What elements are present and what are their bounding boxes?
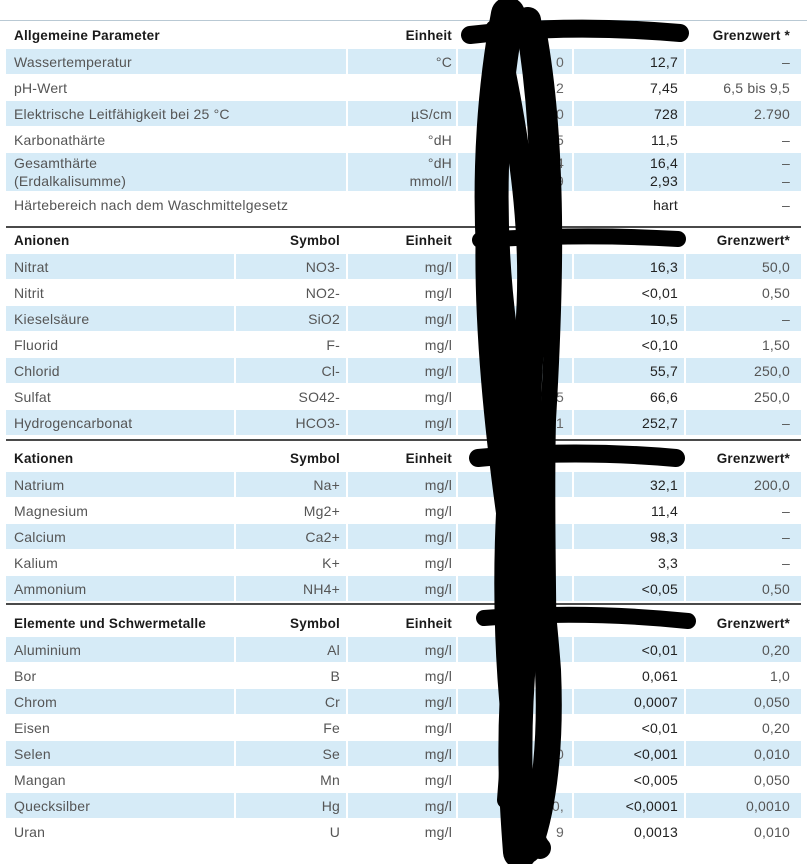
param-unit: mg/l [424,693,452,710]
param-value-line2: 2,93 [649,173,678,189]
header-symbol: Symbol [290,233,340,248]
param-symbol: Cl- [321,362,340,379]
param-unit: µS/cm [411,105,452,122]
param-name: Nitrit [14,284,44,301]
obscured-value [482,715,564,740]
param-value: 98,3 [649,528,678,545]
param-limit: 250,0 [753,388,790,405]
param-name: Nitrat [14,258,49,275]
table-row [6,689,801,714]
table-row [6,498,801,523]
param-unit: °dH [427,131,452,148]
section-header [6,22,801,48]
obscured-value [482,576,564,601]
param-value: 3,3 [657,554,678,571]
param-value: 0,0013 [633,823,678,840]
param-name: Natrium [14,476,65,493]
obscured-value [482,153,564,191]
param-limit: 250,0 [753,362,790,379]
param-limit: 1,0 [769,667,790,684]
obscured-value: 5 [556,388,564,405]
header-name: Elemente und Schwermetalle [14,616,207,631]
param-value: <0,0001 [625,797,678,814]
table-row [6,75,801,100]
table-row [6,793,801,818]
param-value: <0,001 [633,745,678,762]
param-name-line1: Gesamthärte [14,155,98,171]
param-value-line1: 16,4 [649,155,678,171]
table-row [6,663,801,688]
param-limit: – [782,502,790,519]
param-unit: mg/l [424,310,452,327]
obscured-value: 9 [556,823,564,840]
header-limit: Grenzwert* [716,451,790,466]
param-unit: mg/l [424,362,452,379]
obscured-value [482,767,564,792]
param-value: 10,5 [649,310,678,327]
param-unit-line1: °dH [427,155,452,171]
param-limit: 0,50 [761,284,790,301]
param-value: 728 [654,105,678,122]
obscured-value-line1: 1 4 [543,155,564,171]
obscured-value [482,689,564,714]
obscured-value [482,550,564,575]
param-limit: 1,50 [761,336,790,353]
param-unit: mg/l [424,284,452,301]
obscured-value: 1 [556,414,564,431]
param-value: 11,5 [650,131,678,148]
param-limit: 0,20 [761,719,790,736]
table-row [6,715,801,740]
obscured-value [482,498,564,523]
param-name [14,153,314,191]
obscured-value [482,663,564,688]
param-value: <0,05 [641,580,678,597]
obscured-value: 0 [556,53,564,70]
param-unit: mg/l [424,797,452,814]
header-unit: Einheit [405,616,452,631]
obscured-value [482,254,564,279]
param-value: 252,7 [641,414,678,431]
param-name: Kieselsäure [14,310,90,327]
param-value: <0,10 [641,336,678,353]
param-limit: – [782,528,790,545]
param-unit [348,75,452,100]
obscured-value: 0 [556,745,564,762]
obscured-value: 1 5 [543,131,564,148]
header-limit: Grenzwert* [716,233,790,248]
param-name: Eisen [14,719,51,736]
header-symbol: Symbol [290,451,340,466]
param-value: hart [653,196,678,213]
param-symbol: B [330,667,340,684]
param-value: 55,7 [649,362,678,379]
param-value [586,153,678,191]
param-unit: mg/l [424,719,452,736]
param-symbol: Se [322,745,340,762]
param-limit: 0,0010 [745,797,790,814]
param-symbol: Fe [323,719,340,736]
param-unit: mg/l [424,667,452,684]
param-symbol: NO3- [305,258,340,275]
param-name: Härtebereich nach dem Waschmittelgesetz [14,196,289,213]
table-row [6,550,801,575]
param-value: <0,01 [641,719,678,736]
param-name: Kalium [14,554,58,571]
table-row [6,332,801,357]
param-unit [348,192,452,217]
param-limit: 50,0 [761,258,790,275]
param-name: Mangan [14,771,66,788]
obscured-value [482,637,564,662]
table-row [6,524,801,549]
param-symbol: Al [327,641,340,658]
param-value: 11,4 [650,502,678,519]
param-symbol: Ca2+ [305,528,340,545]
param-limit: 0,010 [753,745,790,762]
param-symbol: Mn [320,771,340,788]
param-symbol: K+ [322,554,340,571]
table-row [6,767,801,792]
table-row [6,254,801,279]
param-limit: 0,20 [761,641,790,658]
table-row [6,358,801,383]
param-value: 16,3 [649,258,678,275]
param-unit: mg/l [424,502,452,519]
param-symbol: Na+ [313,476,340,493]
param-symbol: SiO2 [308,310,340,327]
param-symbol: Cr [324,693,340,710]
table-row [6,306,801,331]
section-header [6,228,801,253]
header-unit: Einheit [405,451,452,466]
param-name: Uran [14,823,46,840]
param-name: Calcium [14,528,66,545]
param-value: 0,061 [641,667,678,684]
param-name: Magnesium [14,502,89,519]
table-row [6,472,801,497]
param-unit: mg/l [424,388,452,405]
param-value: <0,01 [641,284,678,301]
param-symbol: NO2- [305,284,340,301]
param-limit: – [782,414,790,431]
param-limit: 0,050 [753,693,790,710]
param-name: Selen [14,745,51,762]
table-row [6,637,801,662]
obscured-value [482,332,564,357]
param-symbol: HCO3- [295,414,340,431]
header-symbol: Symbol [290,616,340,631]
header-name: Kationen [14,451,74,466]
header-name: Anionen [14,233,70,248]
header-unit: Einheit [405,27,452,43]
param-name: Quecksilber [14,797,91,814]
table-row [6,127,801,152]
param-unit: mg/l [424,258,452,275]
table-row [6,576,801,601]
param-unit: mg/l [424,771,452,788]
param-unit: mg/l [424,745,452,762]
param-unit: mg/l [424,641,452,658]
param-limit: – [782,196,790,213]
param-limit-line2: – [782,173,790,189]
param-name: Elektrische Leitfähigkeit bei 25 °C [14,105,230,122]
param-symbol: SO42- [298,388,340,405]
param-limit: 0,50 [761,580,790,597]
param-value: <0,005 [633,771,678,788]
table-row [6,280,801,305]
table-row [6,192,801,217]
param-unit: mg/l [424,554,452,571]
table-row [6,384,801,409]
param-value: 66,6 [649,388,678,405]
param-limit: – [782,131,790,148]
param-name: Sulfat [14,388,51,405]
param-name: Aluminium [14,641,82,658]
param-limit: 6,5 bis 9,5 [723,79,790,96]
section-divider [6,603,801,605]
obscured-value: 0 [556,105,564,122]
param-value: 7,45 [649,79,678,96]
param-symbol: Hg [321,797,340,814]
param-name: pH-Wert [14,79,68,96]
section-divider [6,439,801,441]
param-limit: – [782,310,790,327]
param-name: Wassertemperatur [14,53,132,70]
param-name: Hydrogencarbonat [14,414,133,431]
param-unit: mg/l [424,528,452,545]
param-value: 0,0007 [633,693,678,710]
param-symbol: F- [326,336,340,353]
top-rule [0,20,807,21]
param-limit: – [782,554,790,571]
table-row [6,153,801,191]
param-unit-line2: mmol/l [409,173,452,189]
table-row [6,49,801,74]
param-name: Ammonium [14,580,87,597]
param-name: Bor [14,667,37,684]
param-unit: mg/l [424,476,452,493]
param-name: Fluorid [14,336,59,353]
param-unit: mg/l [424,414,452,431]
param-name: Chlorid [14,362,60,379]
obscured-value: 2 [556,79,564,96]
param-limit [688,153,790,191]
param-unit: °C [435,53,452,70]
table-row [6,741,801,766]
param-value: 32,1 [649,476,678,493]
param-unit [348,153,452,191]
table-row [6,819,801,844]
param-limit: – [782,53,790,70]
section-header [6,611,801,636]
header-limit: Grenzwert * [712,27,790,43]
obscured-value [482,358,564,383]
param-name: Karbonathärte [14,131,106,148]
param-unit: mg/l [424,580,452,597]
param-name: Chrom [14,693,58,710]
param-symbol: U [329,823,340,840]
param-unit: mg/l [424,823,452,840]
obscured-value [482,524,564,549]
param-value: <0,01 [641,641,678,658]
obscured-value [482,472,564,497]
param-limit: 0,050 [753,771,790,788]
param-value: 12,7 [649,53,678,70]
obscured-value [482,306,564,331]
param-limit-line1: – [782,155,790,171]
param-symbol: Mg2+ [303,502,340,519]
obscured-value [482,280,564,305]
param-limit: 2.790 [753,105,790,122]
param-symbol: NH4+ [303,580,340,597]
table-row [6,101,801,126]
obscured-value: 0, [551,797,564,814]
param-limit: 200,0 [753,476,790,493]
table-row [6,410,801,435]
param-limit: 0,010 [753,823,790,840]
header-name: Allgemeine Parameter [14,27,160,43]
section-header [6,446,801,471]
header-limit: Grenzwert* [716,616,790,631]
param-unit: mg/l [424,336,452,353]
obscured-value-line2: 2 9 [543,173,564,189]
param-name-line2: (Erdalkalisumme) [14,173,127,189]
header-unit: Einheit [405,233,452,248]
